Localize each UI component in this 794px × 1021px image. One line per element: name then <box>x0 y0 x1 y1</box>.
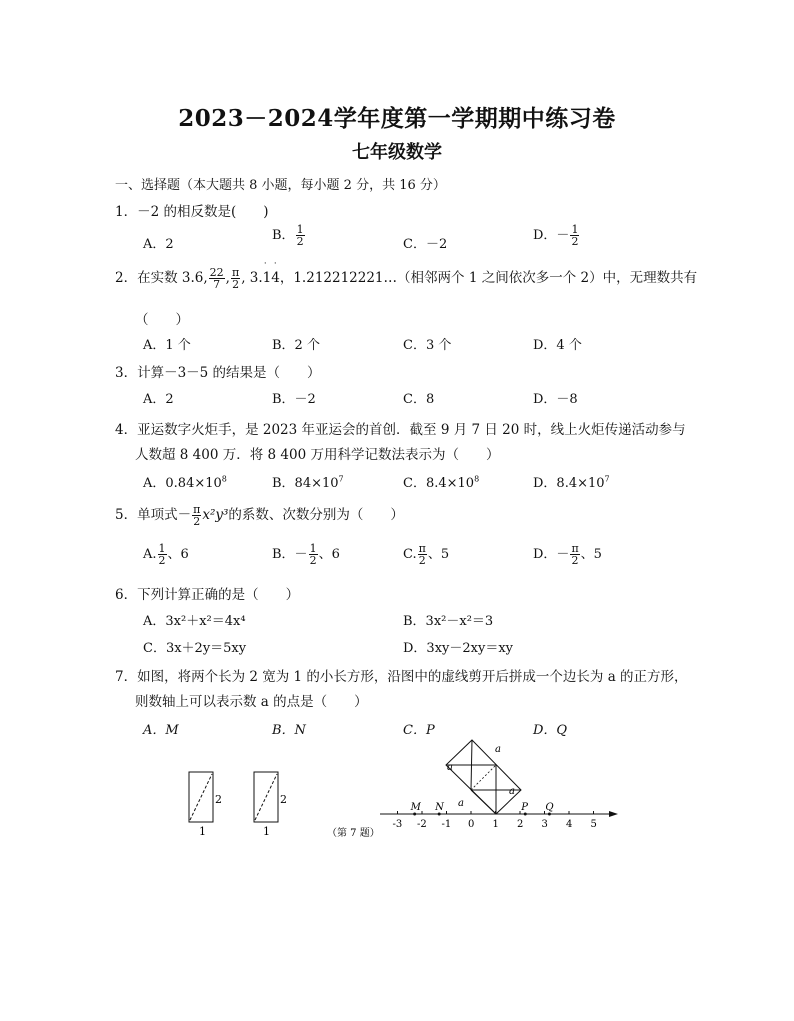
cut-line-2 <box>255 774 277 820</box>
question-7-line1: 7．如图，将两个长为 2 宽为 1 的小长方形，沿图中的虚线剪开后拼成一个边长为 a 的正方形， <box>115 669 688 685</box>
fraction-numerator: 1 <box>296 223 304 236</box>
fraction-numerator: π <box>571 542 579 555</box>
q4-option-a <box>143 472 227 491</box>
fraction-denominator: 2 <box>418 554 426 567</box>
q4-option-d-text: D．8.4×10 <box>533 476 605 491</box>
page-subtitle: 七年级数学 <box>352 142 442 163</box>
q5-option-b <box>272 543 340 566</box>
fraction-numerator: 22 <box>209 266 224 279</box>
option-fraction <box>418 543 427 566</box>
exponent: 7 <box>604 474 610 484</box>
tick-label: 5 <box>590 819 597 830</box>
point-label-Q: Q <box>545 802 554 813</box>
tick-label: 0 <box>468 819 475 830</box>
tick-label: -2 <box>417 819 427 830</box>
question-1-stem: 1．－2 的相反数是( ) <box>115 204 269 220</box>
question-4-line2: 人数超 8 400 万．将 8 400 万用科学记数法表示为（ ） <box>135 447 500 463</box>
q4-option-c-text: C．8.4×10 <box>403 476 475 491</box>
q6-option-a: A．3x²＋x²＝4x⁴ <box>143 614 246 629</box>
q2-option-d: D．4 个 <box>533 338 582 353</box>
q1-option-b <box>272 224 306 247</box>
fraction-numerator: 1 <box>571 223 579 236</box>
q7-option-a: A．M <box>143 723 179 738</box>
side-label-a: a <box>458 798 464 809</box>
question-3-stem: 3．计算－3－5 的结果是（ ） <box>115 365 321 381</box>
question-5-stem <box>115 503 404 527</box>
option-suffix: 、5 <box>580 547 602 562</box>
q3-option-d: D．－8 <box>533 392 578 407</box>
q1-option-b-prefix: B． <box>272 228 295 243</box>
q5-option-a <box>143 543 189 566</box>
q5-option-d <box>533 543 602 566</box>
point-label-P: P <box>521 802 528 813</box>
q1-option-d-prefix: D．－ <box>533 228 570 243</box>
fraction-denominator: 2 <box>571 235 579 248</box>
repeat-dot-mark: ˙ <box>262 262 268 273</box>
q5-fraction-pi-2 <box>192 504 201 527</box>
point-label-M: M <box>410 802 421 813</box>
rect2-height-label: 2 <box>280 793 287 806</box>
q1-option-c: C．－2 <box>403 237 448 252</box>
q1-option-a: A．2 <box>143 237 174 252</box>
q4-option-c <box>403 472 479 491</box>
question-4-line1: 4．亚运数字火炬手，是 2023 年亚运会的首创．截至 9 月 7 日 20 时，线上火炬传递活动参与 <box>115 422 686 438</box>
rect1-height-label: 2 <box>215 793 222 806</box>
option-prefix: C. <box>403 547 417 562</box>
repeat-dot-mark: ˙ <box>272 262 278 273</box>
q1-option-d-fraction <box>570 224 579 247</box>
q7-option-c: C．P <box>403 723 435 738</box>
fraction-denominator: 2 <box>571 554 579 567</box>
exponent: 7 <box>338 474 344 484</box>
q4-option-d <box>533 472 610 491</box>
q5-option-c <box>403 543 449 566</box>
tick-label: -1 <box>441 819 452 830</box>
q6-option-b: B．3x²－x²＝3 <box>403 614 494 629</box>
exponent: 8 <box>474 474 480 484</box>
fraction-denominator: 2 <box>193 515 201 528</box>
question-2-stem: 2．在实数 3.6, $\frac{22}{7}$ , $\frac{\pi}{2}$ , 3.14 ˙ ˙ ，1.212212221…（相邻两个 1 之间依次多一个 2）中，无理数共有 <box>115 262 698 291</box>
q6-option-d: D．3xy－2xy＝xy <box>403 641 513 656</box>
tick-label: 3 <box>541 819 548 830</box>
fraction-denominator: 2 <box>296 235 304 248</box>
fraction-numerator: π <box>418 542 426 555</box>
q1-option-b-fraction <box>296 224 305 247</box>
section-heading: 一、选择题（本大题共 8 小题，每小题 2 分，共 16 分） <box>115 178 446 193</box>
q2-stem-part1: 2．在实数 3.6, <box>115 270 208 286</box>
repeating-decimal-text: 3.14 <box>249 270 280 286</box>
point-label-N: N <box>435 802 444 813</box>
q2-stem-part3: ，1.212212221…（相邻两个 1 之间依次多一个 2）中，无理数共有 <box>279 270 698 286</box>
q3-option-b: B．－2 <box>272 392 316 407</box>
q4-option-a-text: A．0.84×10 <box>143 476 222 491</box>
fraction-denominator: 2 <box>232 278 240 291</box>
option-suffix: 、6 <box>167 547 189 562</box>
q6-option-c: C．3x＋2y＝5xy <box>143 641 247 656</box>
fraction-denominator: 2 <box>309 554 317 567</box>
number-line-arrow <box>609 811 618 817</box>
q4-option-b-text: B．84×10 <box>272 476 339 491</box>
page-title: 2023－2024学年度第一学期期中练习卷 <box>178 105 616 132</box>
question-6-stem: 6．下列计算正确的是（ ） <box>115 587 300 603</box>
q2-fraction-22-7 <box>209 267 225 290</box>
fraction-denominator: 2 <box>158 554 166 567</box>
rect2-width-label: 1 <box>263 825 270 838</box>
option-fraction <box>158 543 167 566</box>
side-label-a: a <box>509 786 515 797</box>
option-suffix: 、6 <box>318 547 340 562</box>
q2-repeating-decimal <box>249 262 280 286</box>
q3-option-c: C．8 <box>403 392 435 407</box>
inner-line <box>471 790 496 814</box>
option-fraction <box>309 543 318 566</box>
q7-option-b: B．N <box>272 723 306 738</box>
q5-stem-part3: 的系数、次数分别为（ ） <box>228 507 404 523</box>
side-label-a: a <box>495 744 501 755</box>
tick-label: 2 <box>517 819 524 830</box>
option-prefix: A. <box>143 547 157 562</box>
option-fraction <box>570 543 579 566</box>
inner-dashed-line <box>471 765 496 790</box>
exponent: 8 <box>221 474 227 484</box>
rect1-width-label: 1 <box>199 825 206 838</box>
fraction-numerator: 1 <box>158 542 166 555</box>
option-suffix: 、5 <box>427 547 450 562</box>
q2-option-a: A．1 个 <box>143 338 191 353</box>
q2-fraction-pi-2 <box>231 267 240 290</box>
q7-figure <box>0 730 794 850</box>
option-prefix: D．－ <box>533 547 570 562</box>
figure-caption: （第 7 题） <box>327 828 380 839</box>
fraction-numerator: π <box>231 266 240 279</box>
tick-label: -3 <box>392 819 403 830</box>
side-label-a: a <box>447 762 453 773</box>
tick-label: 4 <box>566 819 573 830</box>
q5-stem-part1: 5．单项式－ <box>115 507 192 523</box>
q2-option-b: B．2 个 <box>272 338 320 353</box>
tick-label: 1 <box>492 819 499 830</box>
q5-monomial: x²y³ <box>202 507 229 523</box>
point-group <box>410 802 554 816</box>
question-7-line2: 则数轴上可以表示数 a 的点是（ ） <box>135 694 368 710</box>
q2-answer-paren: （ ） <box>135 312 189 328</box>
fraction-numerator: π <box>193 503 201 516</box>
q7-option-d: D．Q <box>533 723 568 738</box>
q4-option-b <box>272 472 344 491</box>
option-prefix: B．－ <box>272 547 308 562</box>
fraction-numerator: 1 <box>309 542 317 555</box>
fraction-denominator: 7 <box>213 278 221 291</box>
q2-option-c: C．3 个 <box>403 338 452 353</box>
q1-option-d <box>533 224 580 247</box>
cut-line-1 <box>190 774 212 820</box>
q3-option-a: A．2 <box>143 392 174 407</box>
